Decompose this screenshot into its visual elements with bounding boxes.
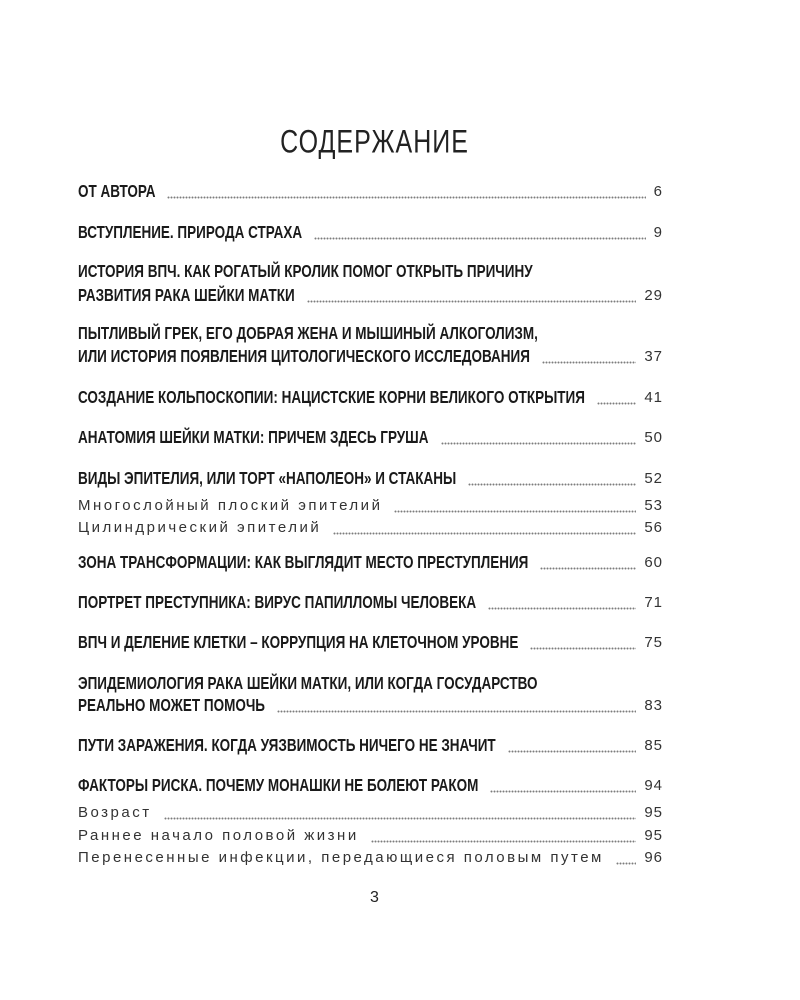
- dot-leader: [616, 846, 636, 870]
- toc-entry-title: ВСТУПЛЕНИЕ. ПРИРОДА СТРАХА: [78, 222, 303, 243]
- toc-page-number: 37: [644, 348, 663, 365]
- toc-page-number: 71: [644, 594, 663, 611]
- dot-leader: [167, 180, 645, 204]
- toc-page-number: 6: [653, 183, 663, 200]
- toc-entry-title: ИЛИ ИСТОРИЯ ПОЯВЛЕНИЯ ЦИТОЛОГИЧЕСКОГО ИССЛЕДОВАНИЯ: [78, 346, 530, 367]
- toc-entry-line: [78, 774, 663, 798]
- toc-page-number: 96: [644, 849, 663, 866]
- toc-subentry-title: Раннее начало половой жизни: [78, 827, 359, 844]
- toc-entry-title: ПЫТЛИВЫЙ ГРЕК, ЕГО ДОБРАЯ ЖЕНА И МЫШИНЫЙ АЛКОГОЛИЗМ,: [78, 323, 538, 344]
- toc-entry-title: ИСТОРИЯ ВПЧ. КАК РОГАТЫЙ КРОЛИК ПОМОГ ОТКРЫТЬ ПРИЧИНУ: [78, 261, 533, 282]
- toc-entry-line: [78, 591, 663, 615]
- toc-page-number: 50: [644, 429, 663, 446]
- toc-entry-line: [78, 221, 663, 245]
- toc-entry-title: СОЗДАНИЕ КОЛЬПОСКОПИИ: НАЦИСТСКИЕ КОРНИ ВЕЛИКОГО ОТКРЫТИЯ: [78, 387, 585, 408]
- toc-entry-line: [78, 631, 663, 655]
- toc-entry-line: [78, 386, 663, 410]
- dot-leader: [488, 591, 636, 615]
- toc-page-number: 9: [653, 224, 663, 241]
- toc-subentry-title: Перенесенные инфекции, передающиеся половым путем: [78, 849, 604, 866]
- toc-entry-title: ЭПИДЕМИОЛОГИЯ РАКА ШЕЙКИ МАТКИ, ИЛИ КОГДА ГОСУДАРСТВО: [78, 673, 538, 694]
- dot-leader: [490, 774, 636, 798]
- dot-leader: [597, 386, 636, 410]
- toc-page-number: 75: [644, 634, 663, 651]
- toc-subentry-title: Цилиндрический эпителий: [78, 519, 322, 536]
- dot-leader: [508, 734, 637, 758]
- dot-leader: [530, 631, 636, 655]
- toc-page-number: 41: [644, 389, 663, 406]
- dot-leader: [542, 345, 636, 369]
- toc-page-number: 53: [644, 497, 663, 514]
- toc-entry-line: [78, 734, 663, 758]
- toc-entry-title: ЗОНА ТРАНСФОРМАЦИИ: КАК ВЫГЛЯДИТ МЕСТО ПРЕСТУПЛЕНИЯ: [78, 552, 529, 573]
- toc-entry-title: ПОРТРЕТ ПРЕСТУПНИКА: ВИРУС ПАПИЛЛОМЫ ЧЕЛОВЕКА: [78, 592, 477, 613]
- toc-page-number: 94: [644, 777, 663, 794]
- toc-entry-line: [78, 467, 663, 491]
- dot-leader: [164, 801, 637, 825]
- toc-page-number: 95: [644, 804, 663, 821]
- toc-entry-title: ВПЧ И ДЕЛЕНИЕ КЛЕТКИ – КОРРУПЦИЯ НА КЛЕТОЧНОМ УРОВНЕ: [78, 632, 519, 653]
- toc-subentry: [78, 824, 663, 848]
- toc-entry-line: [78, 284, 663, 308]
- toc-entry-line: [78, 694, 663, 718]
- toc-page-number: 95: [644, 827, 663, 844]
- toc-entry-title: АНАТОМИЯ ШЕЙКИ МАТКИ: ПРИЧЕМ ЗДЕСЬ ГРУША: [78, 427, 429, 448]
- toc-subentry-title: Возраст: [78, 804, 152, 821]
- toc-entry-title: ВИДЫ ЭПИТЕЛИЯ, ИЛИ ТОРТ «НАПОЛЕОН» И СТАКАНЫ: [78, 468, 457, 489]
- toc-entry-title: РАЗВИТИЯ РАКА ШЕЙКИ МАТКИ: [78, 285, 295, 306]
- dot-leader: [333, 516, 636, 540]
- toc-entry-title: ПУТИ ЗАРАЖЕНИЯ. КОГДА УЯЗВИМОСТЬ НИЧЕГО НЕ ЗНАЧИТ: [78, 735, 496, 756]
- toc-entry-line: [78, 426, 663, 450]
- dot-leader: [441, 426, 637, 450]
- toc-page-number: 60: [644, 554, 663, 571]
- dot-leader: [371, 824, 637, 848]
- dot-leader: [468, 467, 636, 491]
- toc-subentry: [78, 516, 663, 540]
- toc-subentry: [78, 801, 663, 825]
- dot-leader: [540, 551, 636, 575]
- table-of-contents: [78, 0, 663, 1000]
- toc-page-number: 29: [644, 287, 663, 304]
- toc-entry-line: [78, 551, 663, 575]
- toc-subentry-title: Многослойный плоский эпителий: [78, 497, 383, 514]
- toc-subentry: [78, 494, 663, 518]
- dot-leader: [394, 494, 636, 518]
- toc-entry-title: ОТ АВТОРА: [78, 181, 156, 202]
- toc-page-number: 83: [644, 697, 663, 714]
- page-number: 3: [370, 889, 379, 906]
- dot-leader: [277, 694, 636, 718]
- dot-leader: [307, 284, 637, 308]
- toc-page-number: 52: [644, 470, 663, 487]
- toc-entry-line: [78, 180, 663, 204]
- toc-page-number: 56: [644, 519, 663, 536]
- page-title: СОДЕРЖАНИЕ: [280, 123, 469, 161]
- toc-page-number: 85: [644, 737, 663, 754]
- dot-leader: [314, 221, 646, 245]
- toc-subentry: [78, 846, 663, 870]
- toc-entry-line: [78, 345, 663, 369]
- toc-entry-title: РЕАЛЬНО МОЖЕТ ПОМОЧЬ: [78, 695, 266, 716]
- toc-entry-title: ФАКТОРЫ РИСКА. ПОЧЕМУ МОНАШКИ НЕ БОЛЕЮТ РАКОМ: [78, 775, 479, 796]
